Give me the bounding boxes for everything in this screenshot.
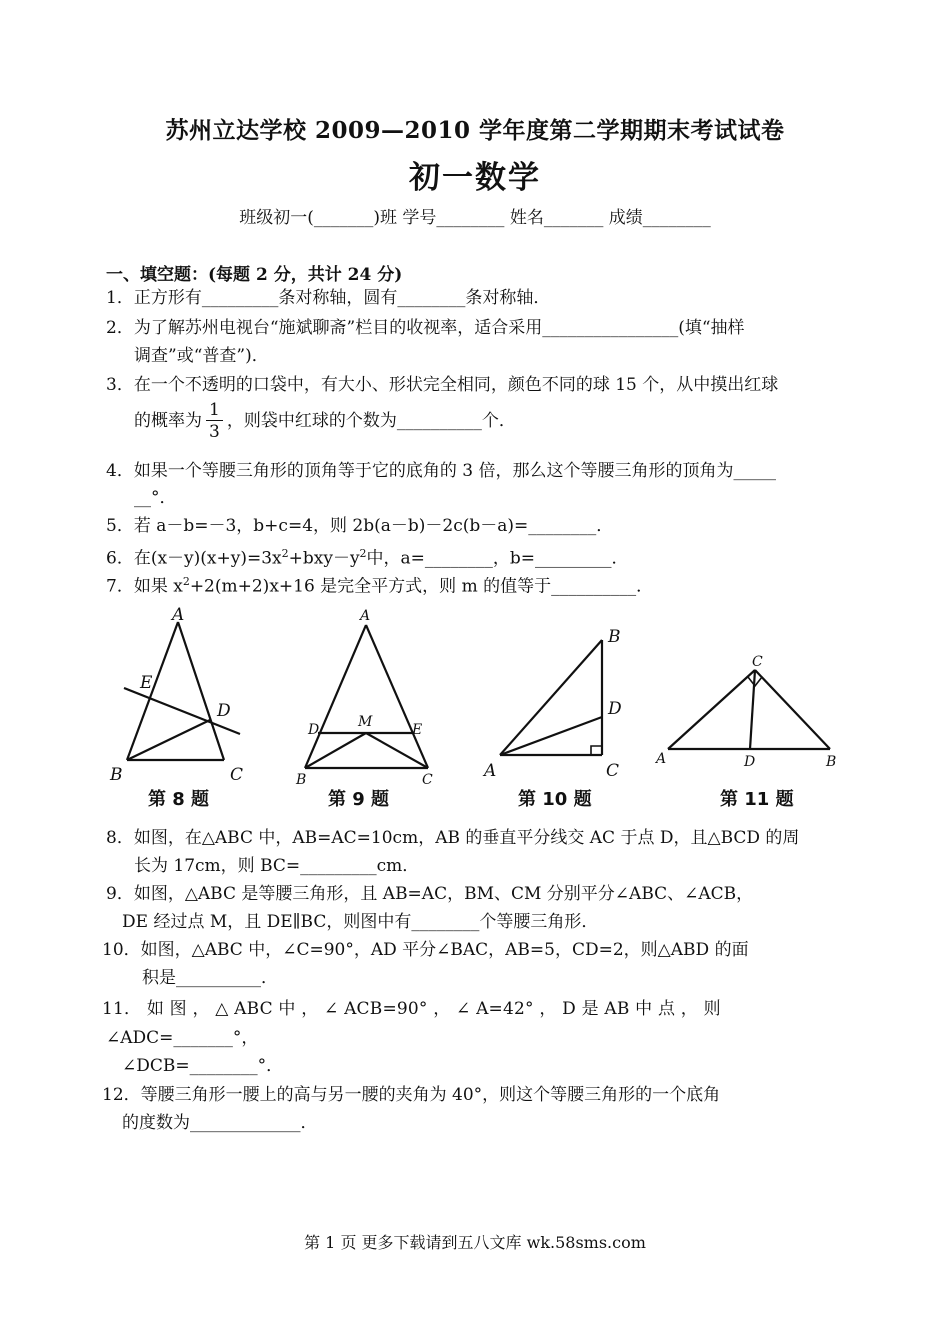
- question-4-line1: 4．如果一个等腰三角形的顶角等于它的底角的 3 倍，那么这个等腰三角形的顶角为_____: [106, 461, 776, 481]
- fig9-label-E: E: [412, 722, 423, 738]
- question-9-line2: DE 经过点 M，且 DE∥BC，则图中有________个等腰三角形．: [122, 912, 599, 932]
- question-3-line2: [106, 400, 879, 443]
- fig11-label-B: B: [826, 754, 837, 770]
- fig11-label-D: D: [744, 754, 756, 770]
- exam-title: 苏州立达学校 2009—2010 学年度第二学期期末考试试卷: [165, 117, 785, 144]
- question-12-line2: 的度数为_____________．: [122, 1113, 318, 1133]
- fig9-label-M: M: [358, 714, 373, 730]
- fig10-caption: 第 10 题: [518, 789, 592, 810]
- probability-fraction: [206, 400, 223, 443]
- figures-svg: [100, 600, 860, 820]
- figure-9: [305, 625, 428, 768]
- question-7: [106, 568, 851, 601]
- fig8-label-A: A: [172, 605, 185, 625]
- exponent: 2: [281, 547, 289, 560]
- fig9-label-C: C: [422, 772, 433, 788]
- fig8-label-E: E: [140, 673, 153, 693]
- q6-mid: +bxy－y: [288, 548, 360, 569]
- q3-text-pre: 的概率为: [134, 411, 202, 431]
- figures-row: [100, 600, 860, 820]
- fig9-label-D: D: [308, 722, 320, 738]
- fig8-caption: 第 8 题: [148, 789, 210, 810]
- question-8-line1: 8．如图，在△ABC 中，AB=AC=10cm，AB 的垂直平分线交 AC 于点 D，且△BCD 的周: [106, 828, 800, 848]
- question-10-line1: 10．如图，△ABC 中，∠C=90°，AD 平分∠BAC，AB=5，CD=2，则△ABD 的面: [102, 940, 749, 960]
- fig11-caption: 第 11 题: [720, 789, 794, 810]
- q6-post: 中，a=________，b=_________．: [366, 548, 629, 569]
- question-11-line2: ∠ADC=_______°，: [106, 1028, 259, 1048]
- question-3-line1: 3．在一个不透明的口袋中，有大小、形状完全相同，颜色不同的球 15 个，从中摸出红球: [106, 375, 779, 395]
- fig8-label-D: D: [217, 701, 231, 721]
- q6-pre: 6．在(x－y)(x+y)=3x: [106, 548, 282, 569]
- student-info-line: 班级初一(_______)班 学号________ 姓名_______ 成绩________: [239, 208, 711, 228]
- question-4-line2: __°．: [134, 488, 177, 508]
- exponent: 2: [182, 575, 190, 588]
- q7-pre: 7．如果 x: [106, 576, 183, 597]
- question-2-line2: 调查”或“普查”)．: [134, 346, 269, 366]
- figure-11: [668, 670, 830, 749]
- figure-10: [500, 640, 602, 755]
- page-footer: 第 1 页 更多下载请到五八文库 wk.58sms.com: [304, 1233, 646, 1252]
- fig8-label-B: B: [110, 765, 123, 785]
- fig11-label-C: C: [752, 654, 763, 670]
- fig9-caption: 第 9 题: [328, 789, 390, 810]
- fig10-label-B: B: [608, 627, 621, 647]
- question-8-line2: 长为 17cm，则 BC=_________cm．: [134, 856, 420, 876]
- q7-post: +2(m+2)x+16 是完全平方式，则 m 的值等于__________．: [189, 576, 654, 597]
- question-1: 1．正方形有_________条对称轴，圆有________条对称轴．: [106, 288, 551, 308]
- question-5: 5．若 a－b=－3，b+c=4，则 2b(a－b)－2c(b－a)=________．: [106, 516, 614, 536]
- question-11-line1: 11． 如 图 ， △ ABC 中 ， ∠ ACB=90° ， ∠ A=42° ， D 是 AB 中 点 ， 则: [102, 999, 721, 1019]
- fig10-label-A: A: [484, 761, 497, 781]
- fig8-label-C: C: [230, 765, 244, 785]
- section-heading: 一、填空题：(每题 2 分，共计 24 分): [106, 265, 403, 285]
- question-10-line2: 积是__________．: [142, 968, 278, 988]
- fig10-label-C: C: [606, 761, 620, 781]
- fraction-numerator: 1: [206, 400, 223, 421]
- fig9-label-B: B: [296, 772, 307, 788]
- fraction-denominator: 3: [209, 422, 220, 442]
- question-2-line1: 2．为了解苏州电视台“施斌聊斋”栏目的收视率，适合采用________________(填“抽样: [106, 318, 745, 338]
- question-11-line3: ∠DCB=________°．: [122, 1056, 284, 1076]
- fig11-label-A: A: [656, 751, 667, 767]
- q3-text-post: ，则袋中红球的个数为__________个．: [226, 411, 516, 431]
- fig10-label-D: D: [608, 699, 622, 719]
- exponent: 2: [359, 547, 367, 560]
- question-9-line1: 9．如图，△ABC 是等腰三角形，且 AB=AC，BM、CM 分别平分∠ABC、∠ACB，: [106, 884, 754, 904]
- subject-title: 初一数学: [409, 160, 541, 196]
- fig9-label-A: A: [360, 608, 371, 624]
- question-12-line1: 12．等腰三角形一腰上的高与另一腰的夹角为 40°，则这个等腰三角形的一个底角: [102, 1085, 721, 1105]
